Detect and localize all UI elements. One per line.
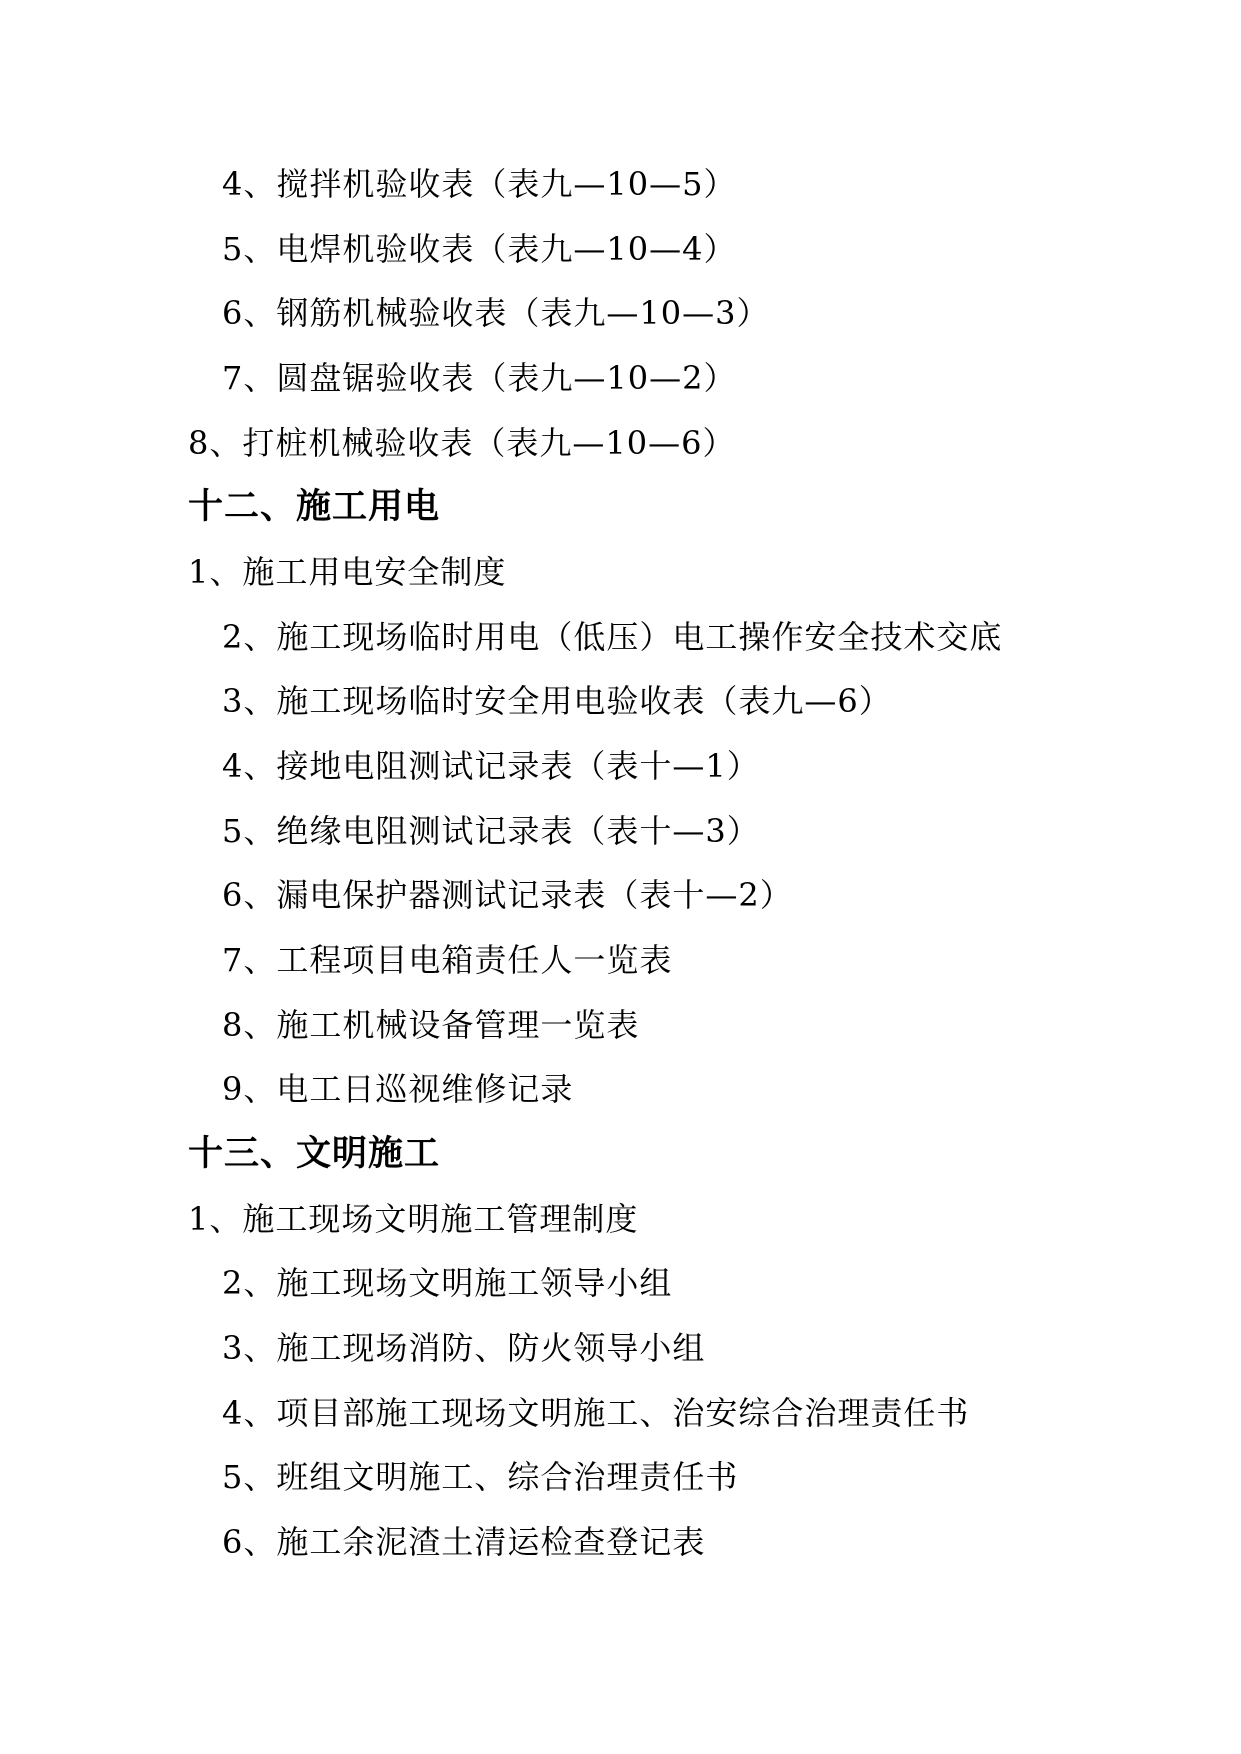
- list-item: 7、圆盘锯验收表（表九—10—2）: [222, 359, 737, 397]
- list-item: 6、漏电保护器测试记录表（表十—2）: [222, 876, 793, 914]
- list-item: 3、施工现场消防、防火领导小组: [222, 1329, 706, 1367]
- list-item: 5、班组文明施工、综合治理责任书: [222, 1458, 739, 1496]
- list-item: 8、打桩机械验收表（表九—10—6）: [188, 424, 736, 462]
- list-item: 8、施工机械设备管理一览表: [222, 1006, 640, 1044]
- list-item: 4、项目部施工现场文明施工、治安综合治理责任书: [222, 1394, 970, 1432]
- list-item: 2、施工现场文明施工领导小组: [222, 1264, 673, 1302]
- list-item: 3、施工现场临时安全用电验收表（表九—6）: [222, 682, 892, 720]
- list-item: 4、接地电阻测试记录表（表十—1）: [222, 747, 760, 785]
- section-heading: 十三、文明施工: [188, 1133, 441, 1174]
- list-item: 1、施工现场文明施工管理制度: [188, 1200, 639, 1238]
- list-item: 6、施工余泥渣土清运检查登记表: [222, 1523, 706, 1561]
- list-item: 2、施工现场临时用电（低压）电工操作安全技术交底: [222, 618, 1003, 656]
- list-item: 6、钢筋机械验收表（表九—10—3）: [222, 294, 770, 332]
- list-item: 5、绝缘电阻测试记录表（表十—3）: [222, 812, 760, 850]
- list-item: 1、施工用电安全制度: [188, 553, 507, 591]
- section-heading: 十二、施工用电: [188, 486, 441, 527]
- list-item: 7、工程项目电箱责任人一览表: [222, 941, 673, 979]
- list-item: 4、搅拌机验收表（表九—10—5）: [222, 165, 737, 203]
- list-item: 5、电焊机验收表（表九—10—4）: [222, 230, 737, 268]
- list-item: 9、电工日巡视维修记录: [222, 1070, 574, 1108]
